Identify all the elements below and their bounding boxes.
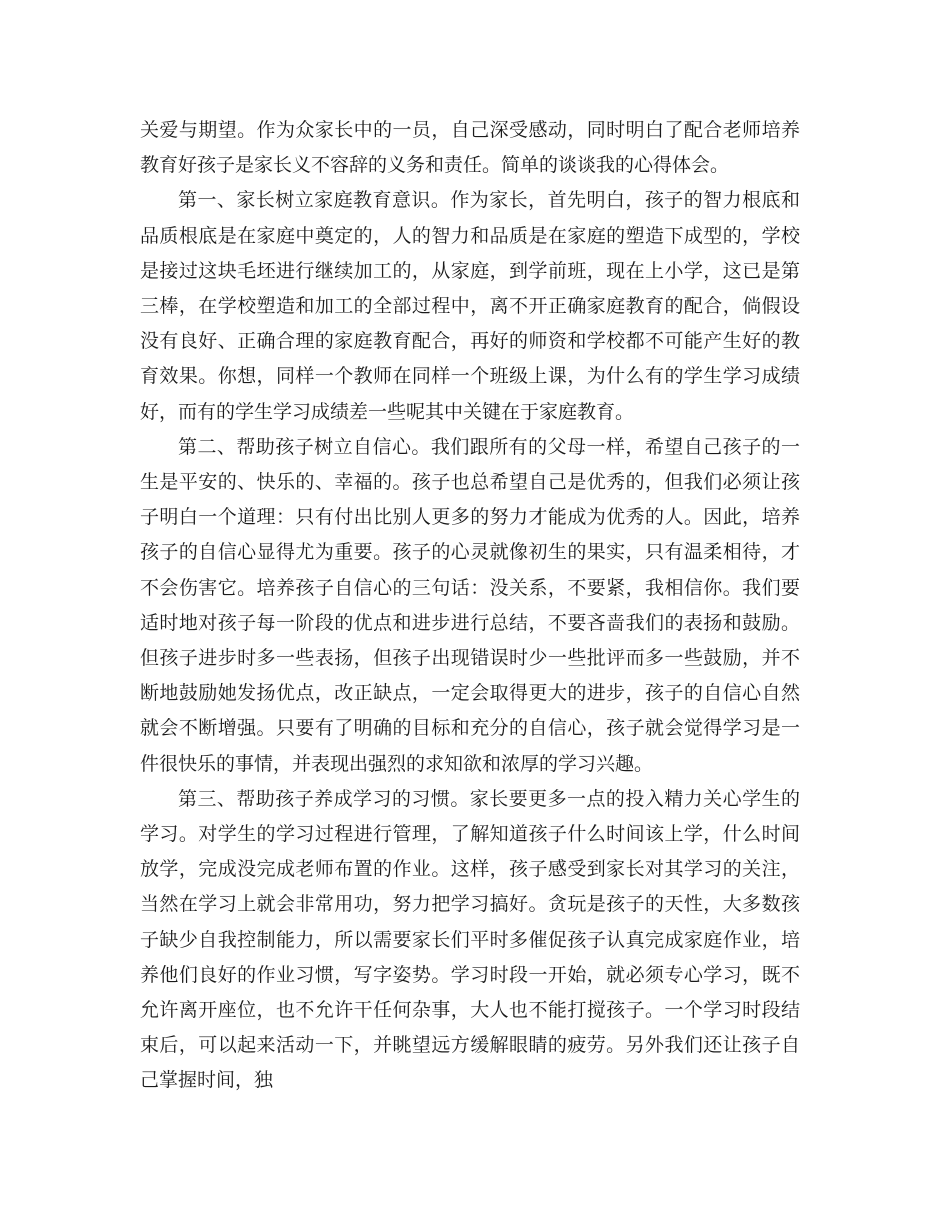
- paragraph-point-one: 第一、家长树立家庭教育意识。作为家长，首先明白，孩子的智力根底和品质根底是在家庭中奠定的，人的智力和品质是在家庭的塑造下成型的，学校是接过这块毛坯进行继续加工的，从家庭，到学前班，现在上小学，这已是第三棒，在学校塑造和加工的全部过程中，离不开正确家庭教育的配合，倘假设没有良好、正确合理的家庭教育配合，再好的师资和学校都不可能产生好的教育效果。你想，同样一个教师在同样一个班级上课，为什么有的学生学习成绩好，而有的学生学习成绩差一些呢其中关键在于家庭教育。: [140, 189, 800, 423]
- paragraph-intro-continuation: 关爱与期望。作为众家长中的一员，自己深受感动，同时明白了配合老师培养教育好孩子是家长义不容辞的义务和责任。简单的谈谈我的心得体会。: [140, 119, 800, 177]
- document-body: [140, 113, 800, 1099]
- paragraph-point-three: 第三、帮助孩子养成学习的习惯。家长要更多一点的投入精力关心学生的学习。对学生的学习过程进行管理，了解知道孩子什么时间该上学，什么时间放学，完成没完成老师布置的作业。这样，孩子感受到家长对其学习的关注，当然在学习上就会非常用功，努力把学习搞好。贪玩是孩子的天性，大多数孩子缺少自我控制能力，所以需要家长们平时多催促孩子认真完成家庭作业，培养他们良好的作业习惯，写字姿势。学习时段一开始，就必须专心学习，既不允许离开座位，也不允许干任何杂事，大人也不能打搅孩子。一个学习时段结束后，可以起来活动一下，并眺望远方缓解眼睛的疲劳。另外我们还让孩子自己掌握时间，独: [140, 787, 800, 1092]
- paragraph-point-two: 第二、帮助孩子树立自信心。我们跟所有的父母一样，希望自己孩子的一生是平安的、快乐的、幸福的。孩子也总希望自己是优秀的，但我们必须让孩子明白一个道理：只有付出比别人更多的努力才能成为优秀的人。因此，培养孩子的自信心显得尤为重要。孩子的心灵就像初生的果实，只有温柔相待，才不会伤害它。培养孩子自信心的三句话：没关系，不要紧，我相信你。我们要适时地对孩子每一阶段的优点和进步进行总结，不要吝啬我们的表扬和鼓励。但孩子进步时多一些表扬，但孩子出现错误时少一些批评而多一些鼓励，并不断地鼓励她发扬优点，改正缺点，一定会取得更大的进步，孩子的自信心自然就会不断增强。只要有了明确的目标和充分的自信心，孩子就会觉得学习是一件很快乐的事情，并表现出强烈的求知欲和浓厚的学习兴趣。: [140, 435, 800, 775]
